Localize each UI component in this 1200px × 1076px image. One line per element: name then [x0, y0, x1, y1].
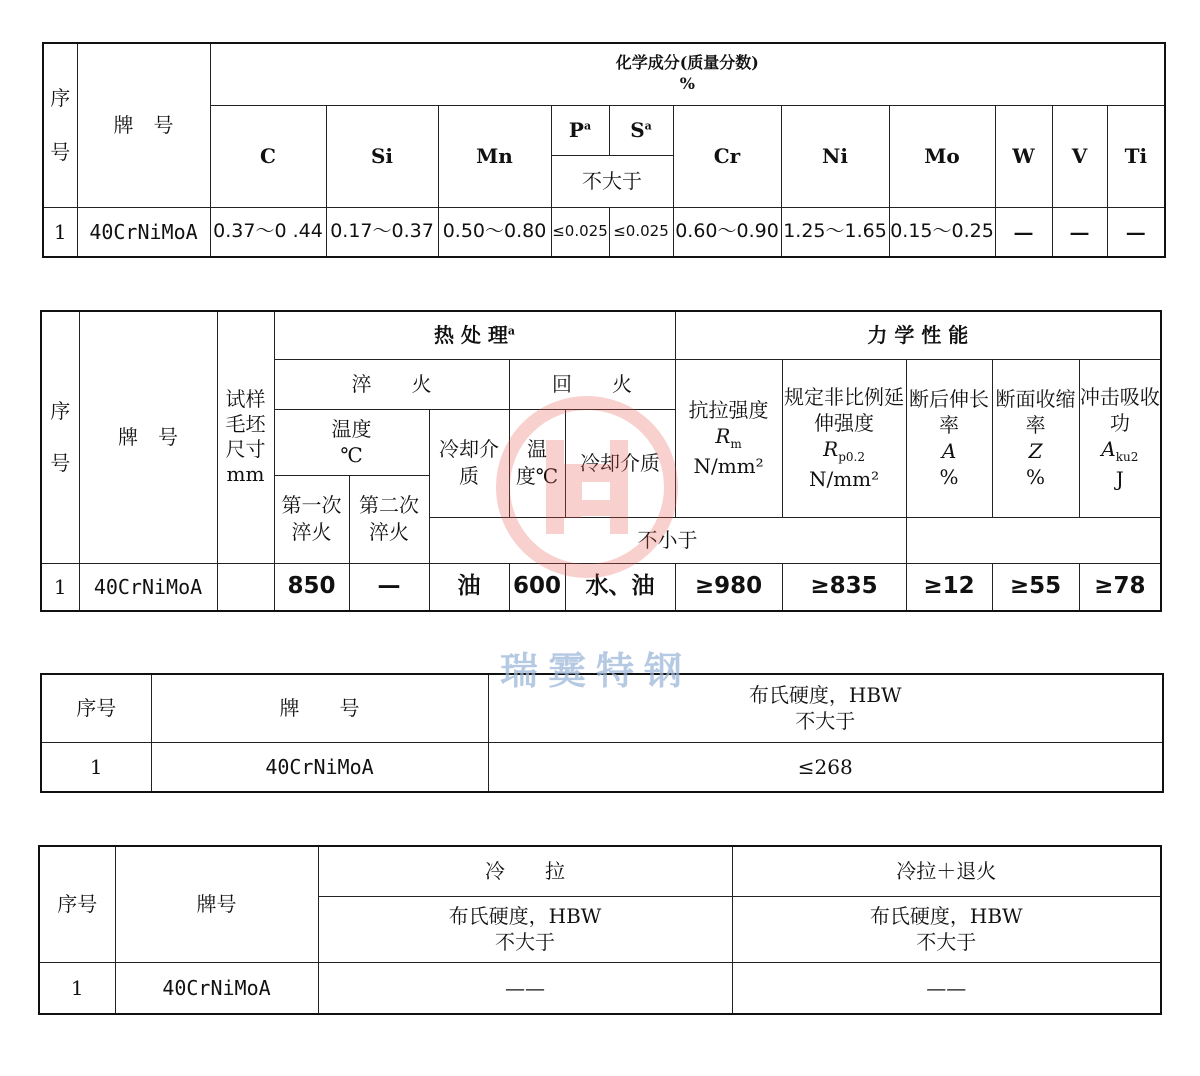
row-grade: 40CrNiMoA — [115, 962, 318, 1014]
elongation-label: 断后伸长率 — [909, 387, 990, 437]
elongation-header — [906, 359, 992, 517]
first-quench-value: 850 — [274, 563, 349, 611]
hardness-table — [40, 673, 1164, 793]
composition-title-text: 化学成分(质量分数) — [615, 53, 759, 73]
cold-annealed-header: 冷拉＋退火 — [732, 846, 1161, 896]
second-quench-header: 第二次淬火 — [349, 475, 429, 563]
grade-header: 牌 号 — [79, 311, 217, 563]
value-mo: 0.15～0.25 — [889, 207, 995, 257]
row-seq: 1 — [43, 207, 77, 257]
row-grade: 40CrNiMoA — [151, 742, 488, 792]
value-s: ≤0.025 — [609, 207, 673, 257]
tensile-symbol: R — [715, 424, 731, 449]
element-v: V — [1052, 105, 1107, 207]
first-quench-header: 第一次淬火 — [274, 475, 349, 563]
tensile-subscript: m — [730, 437, 742, 452]
yield-value: ≥835 — [782, 563, 906, 611]
element-mo: Mo — [889, 105, 995, 207]
mechanical-properties-table — [40, 310, 1162, 612]
cold-annealed-value: —— — [732, 962, 1161, 1014]
impact-symbol: A — [1101, 437, 1116, 462]
element-p — [551, 105, 609, 155]
element-p-label: P — [568, 118, 584, 142]
seq-header: 序号 — [43, 43, 77, 207]
element-cr: Cr — [673, 105, 781, 207]
row-blank — [217, 563, 274, 611]
quench-temp-header — [274, 409, 429, 475]
grade-header: 牌号 — [115, 846, 318, 962]
yield-symbol: R — [823, 437, 839, 462]
seq-header: 序号 — [41, 311, 79, 563]
blank-size-header: 试样毛坯尺寸mm — [217, 311, 274, 563]
element-w: W — [995, 105, 1052, 207]
temper-header: 回 火 — [509, 359, 675, 409]
footnote-a: a — [644, 119, 652, 133]
yield-unit: N/mm² — [808, 466, 880, 491]
tensile-header — [675, 359, 782, 517]
element-mn: Mn — [438, 105, 551, 207]
composition-title — [210, 43, 1165, 105]
element-s-label: S — [630, 118, 645, 142]
yield-header — [782, 359, 906, 517]
area-reduction-symbol: Z — [1028, 439, 1043, 463]
elongation-symbol: A — [941, 439, 957, 463]
not-greater-label: 不大于 — [495, 930, 555, 954]
second-quench-value: — — [349, 563, 429, 611]
heat-treatment-title — [274, 311, 675, 359]
value-cr: 0.60～0.90 — [673, 207, 781, 257]
seq-header: 序号 — [39, 846, 115, 962]
mechanical-title: 力 学 性 能 — [675, 311, 1161, 359]
tensile-unit: N/mm² — [693, 453, 764, 478]
hardness-value: ≤268 — [488, 742, 1163, 792]
hbw-label: 布氏硬度，HBW — [869, 904, 1023, 928]
quench-header: 淬 火 — [274, 359, 509, 409]
impact-label: 冲击吸收功 — [1079, 385, 1160, 436]
row-grade: 40CrNiMoA — [77, 207, 210, 257]
tensile-value: ≥980 — [675, 563, 782, 611]
cold-annealed-hbw-header — [732, 896, 1161, 962]
hardness-label: 布氏硬度，HBW — [748, 683, 902, 708]
temper-medium-value: 水、油 — [565, 563, 675, 611]
heat-treatment-text: 热 处 理 — [433, 323, 508, 348]
hbw-label: 布氏硬度，HBW — [448, 904, 602, 928]
grade-header: 牌 号 — [151, 674, 488, 742]
hardness-sub: 不大于 — [795, 709, 856, 734]
element-si: Si — [326, 105, 438, 207]
quench-medium-value: 油 — [429, 563, 509, 611]
temper-temp-header: 温度℃ — [509, 409, 565, 517]
impact-unit: J — [1115, 466, 1124, 491]
elongation-unit: % — [939, 465, 959, 489]
value-mn: 0.50～0.80 — [438, 207, 551, 257]
row-seq: 1 — [41, 563, 79, 611]
temper-coolant-header: 冷却介质 — [565, 409, 675, 517]
hardness-header — [488, 674, 1163, 742]
impact-value: ≥78 — [1079, 563, 1161, 611]
area-reduction-label: 断面收缩率 — [995, 387, 1076, 437]
element-s — [609, 105, 673, 155]
watermark-text: 瑞霙特钢 — [500, 648, 693, 693]
element-c: C — [210, 105, 326, 207]
not-less-label: 不小于 — [429, 517, 906, 563]
footnote-a: a — [507, 324, 516, 338]
elongation-value: ≥12 — [906, 563, 992, 611]
not-greater-label: 不大于 — [916, 930, 977, 954]
area-reduction-value: ≥55 — [992, 563, 1079, 611]
cold-drawn-hardness-table — [38, 845, 1162, 1015]
footnote-a: a — [583, 119, 592, 133]
quench-coolant-header: 冷却介质 — [429, 409, 509, 517]
temp-label: 温度 — [331, 417, 372, 441]
value-c: 0.37～0 .44 — [210, 207, 326, 257]
seq-header: 序号 — [41, 674, 151, 742]
element-ti: Ti — [1107, 105, 1165, 207]
temper-temp-value: 600 — [509, 563, 565, 611]
cold-drawn-header: 冷 拉 — [318, 846, 732, 896]
tensile-label: 抗拉强度 — [688, 398, 769, 423]
composition-unit: % — [679, 74, 695, 94]
value-w: — — [995, 207, 1052, 257]
temp-unit: ℃ — [340, 443, 363, 467]
impact-header — [1079, 359, 1161, 517]
value-ni: 1.25～1.65 — [781, 207, 889, 257]
yield-label: 规定非比例延伸强度 — [784, 385, 905, 436]
chemical-composition-table — [42, 42, 1166, 258]
area-reduction-unit: % — [1026, 465, 1046, 489]
value-p: ≤0.025 — [551, 207, 609, 257]
element-ni: Ni — [781, 105, 889, 207]
impact-subscript: ku2 — [1115, 450, 1139, 465]
row-seq: 1 — [39, 962, 115, 1014]
value-ti: — — [1107, 207, 1165, 257]
cold-drawn-hbw-header — [318, 896, 732, 962]
cold-drawn-value: —— — [318, 962, 732, 1014]
row-grade: 40CrNiMoA — [79, 563, 217, 611]
not-greater-label: 不大于 — [551, 155, 673, 207]
area-reduction-header — [992, 359, 1079, 517]
value-si: 0.17～0.37 — [326, 207, 438, 257]
yield-subscript: p0.2 — [838, 450, 865, 465]
grade-header: 牌 号 — [77, 43, 210, 207]
value-v: — — [1052, 207, 1107, 257]
row-seq: 1 — [41, 742, 151, 792]
